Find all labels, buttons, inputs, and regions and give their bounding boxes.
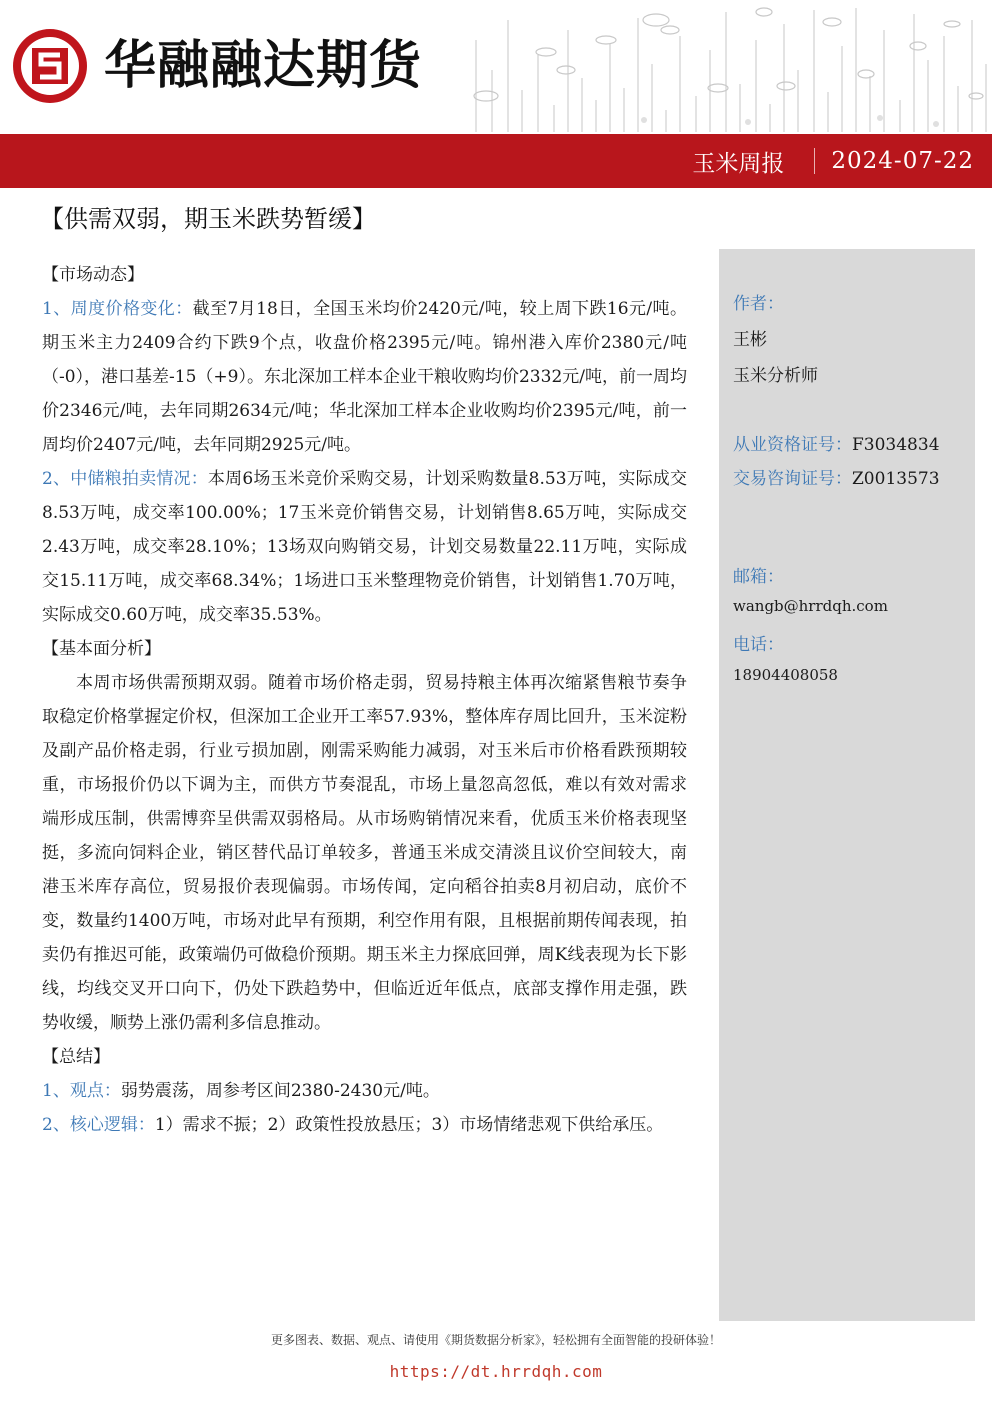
header-decoration — [456, 0, 992, 132]
footer-promo: 更多图表、数据、观点、请使用《期货数据分析家》，轻松拥有全面智能的投研体验！ — [270, 1333, 721, 1347]
phone-label: 电话： — [733, 635, 784, 655]
summary-p1-text: 弱势震荡，周参考区间2380-2430元/吨。 — [120, 1081, 440, 1101]
footer-url-link[interactable]: https://dt.hrrdqh.com — [389, 1362, 603, 1381]
license-label: 从业资格证号： — [733, 435, 852, 455]
main-content — [42, 258, 687, 1142]
author-title: 玉米分析师 — [733, 366, 818, 386]
band-divider — [814, 148, 815, 174]
section-heading-fundamental: 【基本面分析】 — [42, 639, 161, 659]
summary-p2-label: 2、核心逻辑： — [42, 1115, 155, 1135]
section-heading-summary: 【总结】 — [42, 1047, 110, 1067]
header-band — [0, 134, 992, 188]
summary-paragraph-2 — [42, 1108, 687, 1142]
company-logo-icon — [10, 26, 90, 106]
author-name: 王彬 — [733, 330, 767, 350]
report-date: 2024-07-22 — [831, 148, 974, 174]
phone-value: 18904408058 — [733, 666, 838, 684]
summary-p1-label: 1、观点： — [42, 1081, 121, 1101]
consult-label: 交易咨询证号： — [733, 469, 852, 489]
email-value[interactable]: wangb@hrrdqh.com — [733, 597, 888, 615]
email-label: 邮箱： — [733, 567, 784, 587]
market-p1-label: 1、周度价格变化： — [42, 299, 193, 319]
logo-area — [10, 16, 422, 116]
market-p2-label: 2、中储粮拍卖情况： — [42, 469, 208, 489]
summary-p2-text: 1）需求不振；2）政策性投放悬压；3）市场情绪悲观下供给承压。 — [154, 1115, 664, 1135]
market-paragraph-1 — [42, 292, 687, 462]
report-headline: 【供需双弱，期玉米跌势暂缓】 — [40, 205, 376, 233]
section-heading-market: 【市场动态】 — [42, 265, 144, 285]
license-value: F3034834 — [852, 435, 940, 455]
market-paragraph-2 — [42, 462, 687, 632]
report-type: 玉米周报 — [692, 150, 785, 177]
consult-value: Z0013573 — [852, 469, 940, 489]
summary-paragraph-1 — [42, 1074, 687, 1108]
market-p2-text: 本周6场玉米竞价采购交易，计划采购数量8.53万吨，实际成交8.53万吨，成交率100.00%；17玉米竞价销售交易，计划销售8.65万吨，实际成交2.43万吨，成交率28.10%；13场双向购销交易，计划交易数量22.11万吨，实际成交15.11万吨，成交率68.34%；1场进口玉米整理物竞价销售，计划销售1.70万吨，实际成交0.60万吨，成交率35.53%。 — [42, 469, 687, 625]
license-line — [733, 430, 940, 455]
company-name: 华融融达期货 — [104, 36, 423, 96]
author-label: 作者： — [733, 294, 784, 314]
market-p1-text: 截至7月18日，全国玉米均价2420元/吨，较上周下跌16元/吨。期玉米主力2409合约下跌9个点，收盘价格2395元/吨。锦州港入库价2380元/吨（-0），港口基差-15（+9）。东北深加工样本企业干粮收购均价2332元/吨，前一周均价2346元/吨，去年同期2634元/吨；华北深加工样本企业收购均价2395元/吨，前一周均价2407元/吨，去年同期2925元/吨。 — [42, 299, 687, 455]
fundamental-paragraph: 本周市场供需预期双弱。随着市场价格走弱，贸易持粮主体再次缩紧售粮节奏争取稳定价格掌握定价权，但深加工企业开工率57.93%，整体库存周比回升，玉米淀粉及副产品价格走弱，行业亏损加剧，刚需采购能力减弱，对玉米后市价格看跌预期较重，市场报价仍以下调为主，而供方节奏混乱，市场上量忽高忽低，难以有效对需求端形成压制，供需博弈呈供需双弱格局。从市场购销情况来看，优质玉米价格表现坚挺，多流向饲料企业，销区替代品订单较多，普通玉米成交清淡且议价空间较大，南港玉米库存高位，贸易报价表现偏弱。市场传闻，定向稻谷拍卖8月初启动，底价不变，数量约1400万吨，市场对此早有预期，利空作用有限，且根据前期传闻表现，拍卖仍有推迟可能，政策端仍可做稳价预期。期玉米主力探底回弹，周K线表现为长下影线，均线交叉开口向下，仍处下跌趋势中，但临近近年低点，底部支撑作用走强，跌势收缓，顺势上涨仍需利多信息推动。 — [42, 673, 687, 1033]
sidebar-panel — [719, 249, 975, 1321]
consult-line — [733, 464, 940, 489]
